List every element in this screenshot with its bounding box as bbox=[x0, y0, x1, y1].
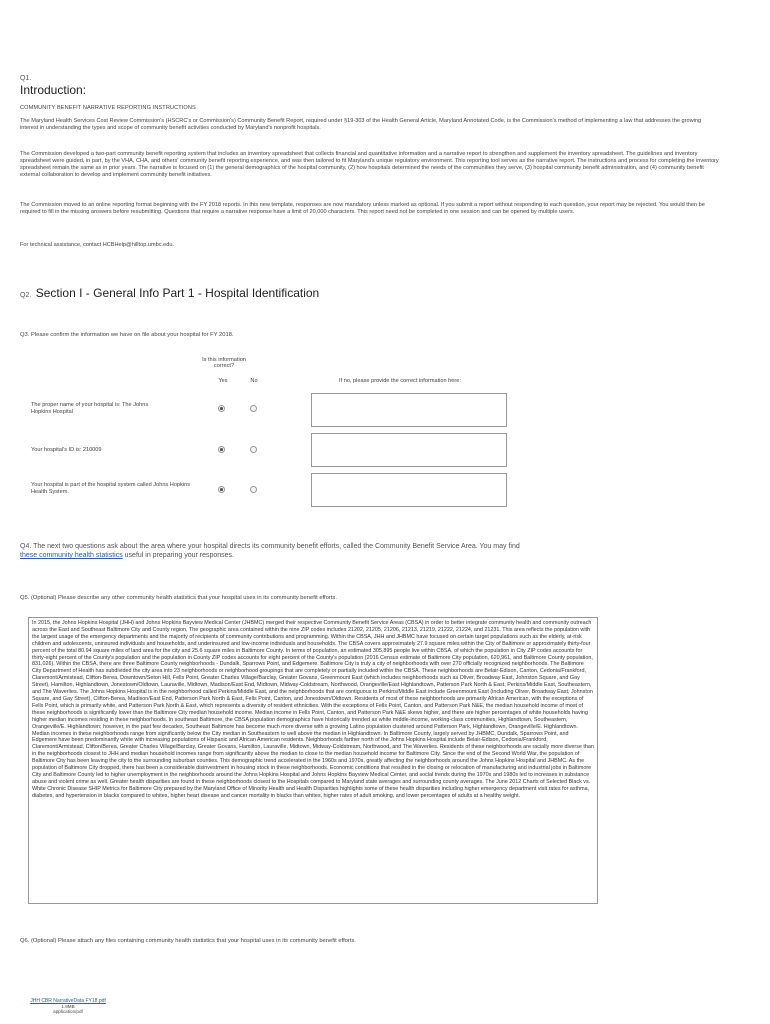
section-title: Section I - General Info Part 1 - Hospital Identification bbox=[35, 286, 320, 300]
hospital-id-no-radio[interactable] bbox=[250, 446, 257, 453]
q2-number: Q2. bbox=[20, 292, 32, 299]
technical-assistance-text: For technical assistance, contact HCBHelp@hilltop.umbc.edu. bbox=[20, 242, 174, 248]
intro-title: Introduction: bbox=[20, 83, 87, 97]
q5-prompt: Q5. (Optional) Please describe any other community health statistics that your hospital uses in its community benefit efforts. bbox=[20, 595, 337, 601]
q6-prompt: Q6. (Optional) Please attach any files containing community health statistics that your hospital uses in its community benefit efforts. bbox=[20, 938, 356, 944]
hospital-system-label: Your hospital is part of the hospital system called Johns Hopkins Health System. bbox=[31, 482, 190, 495]
hospital-id-correction-input[interactable] bbox=[311, 433, 507, 467]
attached-file-size: 1.9MB bbox=[61, 1004, 75, 1009]
attached-file-type: application/pdf bbox=[53, 1009, 83, 1014]
hospital-id-yes-radio[interactable] bbox=[218, 446, 225, 453]
q1-number: Q1. bbox=[20, 75, 32, 82]
hospital-name-no-radio[interactable] bbox=[250, 405, 257, 412]
section-header bbox=[20, 284, 319, 302]
q3-prompt: Q3. Please confirm the information we have on file about your hospital for FY 2018. bbox=[20, 332, 234, 338]
q5-answer-textarea[interactable]: In 2015, the Johns Hopkins Hospital (JHH) and Johns Hopkins Bayview Medical Center (JHBMC) merged their respective Community Benefit Service Areas (CBSA) in order to better integrate community health and community outreach across the East and Southeast Baltimore City and County region. The geographic area contained within the nine ZIP codes includes 21202, 21205, 21206, 21213, 21219, 21222, 21224, and 21231. This area reflects the population with the largest usage of the emergency departments and the majority of recipients of community contributions and programming. Within the CBSA, JHH and JHBMC have focused on certain target populations such as the elderly, at-risk children and adolescents, uninsured individuals and households, and underinsured and low-income individuals and households. The CBSA covers approximately 27.9 square miles within the City of Baltimore or approximately thirty-four percent of the total 80.94 square miles of land area for the city and 25.6 square miles in Baltimore County. In terms of population, an estimated 305,895 people live within CBSA, of which the population in City ZIP codes accounts for thirty-eight percent of the County's population and the population in County ZIP codes accounts for eight percent of the County's population (2016 Census estimate of Baltimore City population, 620,961, and Baltimore County population, 831,026). Within the CBSA, there are three Baltimore County neighborhoods - Dundalk, Sparrows Point, and Edgemere. Baltimore City is truly a city of neighborhoods with over 270 officially recognized neighborhoods. The Baltimore City Department of Health has subdivided the city area into 23 neighborhoods or neighborhood groupings that are completely or partially included within the CBSA. These neighborhoods are Belair-Edison, Canton, Cedonia/Frankford, Claremont/Armistead, Clifton-Berea, Downtown/Seton Hill, Fells Point, Greater Charles Village/Barclay, Greater Govans, Greenmount East (which includes neighborhoods such as Oliver, Broadway East, Johnston Square, and Gay Street), Hamilton, Highlandtown, Jonestown/Oldtown, Lauraville, Midtown, Madison/East End, Midtown, Midway-Coldstream, Northwood, Orangeville/East Highlandtown, Patterson Park North & East, Perkins/Middle East, Southeastern, and The Waverlies. The Johns Hopkins Hospital is in the neighborhood called Perkins/Middle East, and the neighborhoods that are contiguous to Perkins/Middle East include Greenmount East (including Oliver, Broadway East, Johnston Square, and Gay Street), Clifton-Berea, Madison/East End, Patterson Park North & East, Fells Point, Canton, and Jonestown/Oldtown. Residents of most of these neighborhoods are primarily African American, with the exceptions of Fells Point, which is primarily white, and Patterson Park North & East, which represents a diversity of resident ethnicities. With the exceptions of Fells Point, Canton, and Patterson Park N&E, the median household income of most of these neighborhoods is significantly lower than the Baltimore City median household income. Median income in Fells Point, Canton, and Patterson Park N&E skews higher, and there are higher percentages of white households having higher median incomes residing in these neighborhoods. In southeast Baltimore, the CBSA population demographics have historically trended as white middle-income, working-class communities, Highlandtown, Southeastern, Orangeville/E. Highlandtown; however, in the past few decades, Southeast Baltimore has become much more diverse with a growing Latino population clustered around Patterson Park, Highlandtown, Orangeville/E. Highlandtown. Median incomes in these neighborhoods range from significantly below the City median in Southeastern to well above the median in Highlandtown. In Baltimore County, largely served by JHBMC, Dundalk, Sparrows Point, and Edgemere have been predominantly white with increasing populations of Hispanic and African American residents. Neighborhoods farther north of the Johns Hopkins Hospital include Belair-Edison, Cedonia/Frankford, Claremont/Armistead, Clifton/Berea, Greater Charles Village/Barclay, Greater Govans, Hamilton, Lauraville, Midtown, Midway-Coldstream, Northwood, and The Waverlies. Residents of these neighborhoods are racially more diverse than in the neighborhoods closest to JHH and median household incomes range from significantly above the median to close to the median household income for Baltimore City. Since the end of the Second World War, the population of Baltimore City has been leaving the city to the surrounding suburban counties. This demographic trend accelerated in the 1960s and 1970s, greatly affecting the neighborhoods around the Johns Hopkins Hospital and JHBMC. As the population of Baltimore City dropped, there has been a considerable disinvestment in housing stock in these neighborhoods. Economic conditions that resulted in the closing or relocation of manufacturing and industrial jobs in Baltimore City and Baltimore County led to higher unemployment in the neighborhoods around the Johns Hopkins Hospital and Johns Hopkins Bayview Medical Center, and social trends during the 1970s and 1980s led to increases in substance abuse and violent crime as well. Greater health disparities are found in these neighborhoods closest to the Hospitals compared to Maryland state averages and surrounding county averages. The June 2012 Charts of Selected Black vs. White Chronic Disease SHIP Metrics for Baltimore City prepared by the Maryland Office of Minority Health and Health Disparities highlights some of these health disparities including higher emergency department visit rates for asthma, diabetes, and hypertension in blacks compared to whites, higher heart disease and cancer mortality in blacks than whites, higher rates of adult smoking, and lower percentages of adults at a healthy weight. bbox=[28, 617, 598, 904]
hospital-name-label: The proper name of your hospital is: The Johns Hopkins Hospital bbox=[31, 402, 149, 415]
hospital-id-label: Your hospital's ID is: 210009 bbox=[31, 447, 102, 453]
q4-prompt bbox=[20, 542, 520, 560]
intro-paragraph-1: The Maryland Health Services Cost Review Commission's (HSCRC's or Commission's) Community Benefit Report, required under §19-303 of the Health General Article, Maryland Annotated Code, is the Commission's method of implementing a law that addresses the growing interest in understanding the types and scope of community benefit activities conducted by Maryland's nonprofit hospitals. bbox=[20, 118, 702, 131]
intro-paragraph-3: The Commission moved to an online reporting format beginning with the FY 2018 reports. In this new template, responses are now mandatory unless marked as optional. If you submit a report without responding to each question, your report may be rejected. You would then be required to fill in the missing answers before resubmitting. Questions that require a narrative response have a limit of 20,000 characters. This report need not be completed in one session and can be opened by multiple users. bbox=[20, 202, 705, 215]
hospital-name-correction-input[interactable] bbox=[311, 393, 507, 427]
hospital-system-no-radio[interactable] bbox=[250, 486, 257, 493]
hospital-name-yes-radio[interactable] bbox=[218, 405, 225, 412]
q4-text-before: Q4. The next two questions ask about the area where your hospital directs its community benefit efforts, called the Community Benefit Service Area. You may find bbox=[20, 543, 520, 550]
col-header-correct: Is this information correct? bbox=[202, 357, 246, 369]
attached-file bbox=[28, 998, 108, 1014]
q4-text-after: useful in preparing your responses. bbox=[122, 552, 235, 559]
col-header-yes: Yes bbox=[218, 378, 228, 384]
col-header-correction: If no, please provide the correct information here: bbox=[339, 378, 461, 384]
col-header-no: No bbox=[250, 378, 258, 384]
hospital-system-yes-radio[interactable] bbox=[218, 486, 225, 493]
hospital-system-correction-input[interactable] bbox=[311, 473, 507, 507]
instructions-heading: COMMUNITY BENEFIT NARRATIVE REPORTING INSTRUCTIONS bbox=[20, 105, 196, 111]
intro-paragraph-2: The Commission developed a two-part community benefit reporting system that includes an inventory spreadsheet that collects financial and quantitative information and a narrative report to strengthen and supplement the inventory spreadsheet. The guidelines and inventory spreadsheet were guided, in part, by the VHA, CHA, and others' community benefit reporting experience, and was then tailored to fit Maryland's unique regulatory environment. This reporting tool serves as the narrative report. The instructions and process for completing the inventory spreadsheet remain the same as in prior years. The narrative is focused on (1) the general demographics of the hospital community, (2) how hospitals determined the needs of the communities they serve, (3) hospital community benefit administration, and (4) community benefit external collaboration to develop and implement community benefit initiatives. bbox=[20, 151, 719, 178]
attached-file-link[interactable]: JHH CBR NarrativeData FY18.pdf bbox=[30, 998, 106, 1004]
community-health-statistics-link[interactable]: these community health statistics bbox=[20, 552, 123, 559]
